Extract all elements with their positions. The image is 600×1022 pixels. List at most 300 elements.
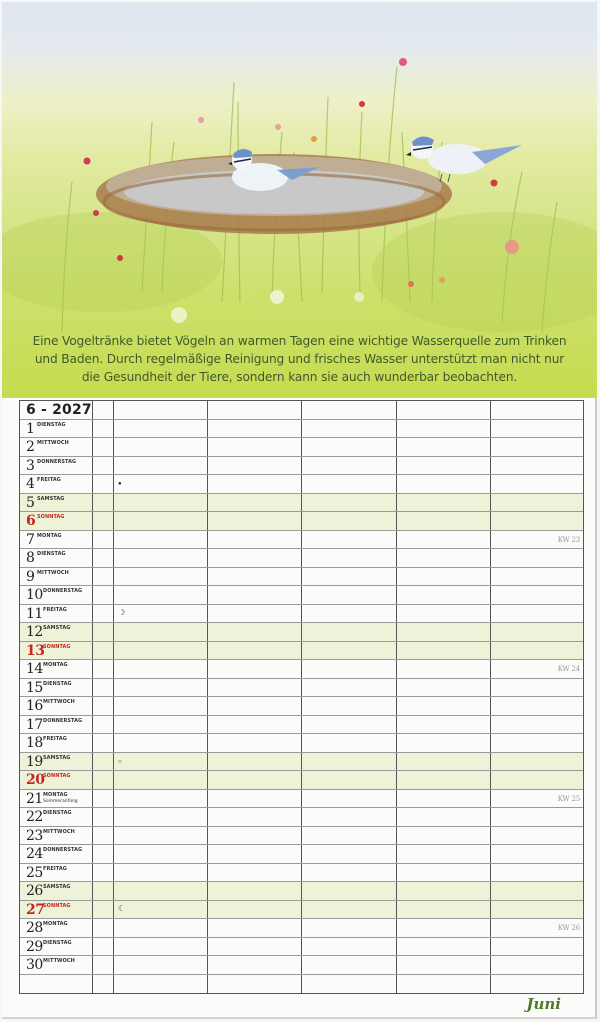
entry-cell[interactable] bbox=[491, 845, 583, 863]
narrow-cell[interactable] bbox=[93, 512, 114, 530]
entry-cell[interactable] bbox=[491, 494, 583, 512]
entry-cell[interactable] bbox=[302, 938, 397, 956]
day-label-cell bbox=[20, 753, 93, 771]
entry-cell[interactable] bbox=[208, 827, 302, 845]
day-name: MITTWOCH bbox=[43, 958, 75, 964]
day-row bbox=[20, 716, 583, 735]
entry-cell[interactable] bbox=[397, 716, 491, 734]
day-number: 24 bbox=[26, 846, 43, 862]
entry-cell[interactable] bbox=[302, 956, 397, 974]
entry-cell[interactable] bbox=[302, 790, 397, 808]
entry-cell[interactable] bbox=[397, 660, 491, 678]
day-number: 26 bbox=[26, 883, 43, 899]
day-name: SAMSTAG bbox=[43, 625, 71, 631]
day-name: MONTAG bbox=[43, 791, 68, 798]
entry-cell[interactable] bbox=[208, 956, 302, 974]
entry-cell[interactable] bbox=[397, 919, 491, 937]
entry-cell[interactable] bbox=[491, 512, 583, 530]
day-row bbox=[20, 771, 583, 790]
watercolor-artwork bbox=[2, 2, 597, 398]
narrow-cell[interactable] bbox=[93, 938, 114, 956]
entry-cell[interactable] bbox=[114, 605, 208, 623]
entry-cell[interactable] bbox=[397, 697, 491, 715]
entry-cell[interactable] bbox=[397, 623, 491, 641]
entry-cell[interactable] bbox=[208, 734, 302, 752]
month-year-cell bbox=[20, 401, 93, 419]
entry-cell[interactable] bbox=[491, 790, 583, 808]
entry-cell[interactable] bbox=[114, 716, 208, 734]
entry-cell[interactable] bbox=[491, 697, 583, 715]
header-cell[interactable] bbox=[114, 401, 208, 419]
day-label-cell bbox=[20, 475, 93, 493]
entry-cell[interactable] bbox=[208, 457, 302, 475]
narrow-cell[interactable] bbox=[93, 549, 114, 567]
entry-cell[interactable] bbox=[114, 790, 208, 808]
day-number: 8 bbox=[26, 550, 35, 566]
entry-cell[interactable] bbox=[114, 660, 208, 678]
entry-cell[interactable] bbox=[397, 956, 491, 974]
day-row bbox=[20, 549, 583, 568]
day-number: 28 bbox=[26, 920, 43, 936]
day-number: 23 bbox=[26, 827, 43, 844]
entry-cell[interactable] bbox=[491, 586, 583, 604]
header-cell[interactable] bbox=[397, 401, 491, 419]
day-name: DIENSTAG bbox=[37, 421, 66, 428]
day-label-cell bbox=[20, 975, 93, 994]
day-label-cell bbox=[20, 438, 93, 456]
day-name: FREITAG bbox=[43, 865, 67, 872]
entry-cell[interactable] bbox=[491, 605, 583, 623]
entry-cell[interactable] bbox=[208, 975, 302, 994]
caption-line: und Baden. Durch regelmäßige Reinigung und frisches Wasser unterstützt man nicht nur bbox=[34, 352, 565, 366]
entry-cell[interactable] bbox=[491, 716, 583, 734]
entry-cell[interactable] bbox=[397, 549, 491, 567]
day-row bbox=[20, 975, 583, 994]
day-row bbox=[20, 901, 583, 920]
day-label-cell bbox=[20, 679, 93, 697]
entry-cell[interactable] bbox=[302, 716, 397, 734]
entry-cell[interactable] bbox=[491, 568, 583, 586]
entry-cell[interactable] bbox=[491, 660, 583, 678]
entry-cell[interactable] bbox=[397, 531, 491, 549]
narrow-cell[interactable] bbox=[93, 975, 114, 994]
day-label-cell bbox=[20, 642, 93, 660]
day-label-cell bbox=[20, 531, 93, 549]
day-number: 27 bbox=[26, 901, 45, 918]
entry-cell[interactable] bbox=[302, 605, 397, 623]
day-row bbox=[20, 586, 583, 605]
day-number: 16 bbox=[26, 698, 43, 714]
entry-cell[interactable] bbox=[302, 623, 397, 641]
narrow-cell[interactable] bbox=[93, 919, 114, 937]
day-row bbox=[20, 438, 583, 457]
entry-cell[interactable] bbox=[491, 938, 583, 956]
entry-cell[interactable] bbox=[491, 882, 583, 900]
day-label-cell bbox=[20, 901, 93, 919]
entry-cell[interactable] bbox=[302, 697, 397, 715]
day-number: 3 bbox=[26, 457, 35, 474]
day-name: SAMSTAG bbox=[37, 495, 65, 502]
entry-cell[interactable] bbox=[397, 642, 491, 660]
entry-cell[interactable] bbox=[302, 864, 397, 882]
entry-cell[interactable] bbox=[491, 919, 583, 937]
month-label: Juni bbox=[526, 995, 561, 1013]
entry-cell[interactable] bbox=[114, 457, 208, 475]
entry-cell[interactable] bbox=[208, 623, 302, 641]
day-number: 4 bbox=[26, 476, 35, 492]
entry-cell[interactable] bbox=[302, 808, 397, 826]
entry-cell[interactable] bbox=[208, 605, 302, 623]
entry-cell[interactable] bbox=[397, 605, 491, 623]
entry-cell[interactable] bbox=[208, 938, 302, 956]
day-name: MONTAG bbox=[43, 662, 68, 668]
moon-phase-icon: ☾ bbox=[118, 903, 126, 913]
entry-cell[interactable] bbox=[114, 753, 208, 771]
day-name: MITTWOCH bbox=[43, 699, 75, 705]
entry-cell[interactable] bbox=[208, 790, 302, 808]
day-row bbox=[20, 956, 583, 975]
entry-cell[interactable] bbox=[208, 512, 302, 530]
narrow-cell[interactable] bbox=[93, 845, 114, 863]
day-label-cell bbox=[20, 494, 93, 512]
day-name: MONTAG bbox=[37, 532, 62, 539]
entry-cell[interactable] bbox=[397, 420, 491, 438]
narrow-cell[interactable] bbox=[93, 753, 114, 771]
narrow-cell[interactable] bbox=[93, 568, 114, 586]
entry-cell[interactable] bbox=[397, 882, 491, 900]
entry-cell[interactable] bbox=[114, 975, 208, 994]
narrow-cell[interactable] bbox=[93, 716, 114, 734]
entry-cell[interactable] bbox=[397, 901, 491, 919]
entry-cell[interactable] bbox=[208, 697, 302, 715]
day-name: DONNERSTAG bbox=[43, 717, 83, 724]
entry-cell[interactable] bbox=[491, 864, 583, 882]
day-label-cell bbox=[20, 549, 93, 567]
narrow-cell[interactable] bbox=[93, 531, 114, 549]
moon-phase-icon: ○ bbox=[118, 758, 122, 765]
entry-cell[interactable] bbox=[208, 568, 302, 586]
entry-cell[interactable] bbox=[114, 679, 208, 697]
day-number: 22 bbox=[26, 809, 43, 825]
day-name: MITTWOCH bbox=[43, 828, 75, 835]
day-label-cell bbox=[20, 623, 93, 641]
day-label-cell bbox=[20, 808, 93, 826]
day-name: SONNTAG bbox=[43, 902, 71, 909]
day-number: 6 bbox=[26, 513, 36, 529]
entry-cell[interactable] bbox=[114, 494, 208, 512]
narrow-cell[interactable] bbox=[93, 605, 114, 623]
day-number: 20 bbox=[26, 772, 45, 788]
entry-cell[interactable] bbox=[114, 568, 208, 586]
entry-cell[interactable] bbox=[302, 642, 397, 660]
day-number: 11 bbox=[26, 605, 43, 622]
entry-cell[interactable] bbox=[208, 771, 302, 789]
day-label-cell bbox=[20, 605, 93, 623]
entry-cell[interactable] bbox=[397, 771, 491, 789]
narrow-cell[interactable] bbox=[93, 734, 114, 752]
narrow-cell[interactable] bbox=[93, 864, 114, 882]
entry-cell[interactable] bbox=[397, 586, 491, 604]
month-year-label: 6 - 2027 bbox=[26, 402, 92, 418]
entry-cell[interactable] bbox=[114, 938, 208, 956]
entry-cell[interactable] bbox=[302, 475, 397, 493]
entry-cell[interactable] bbox=[302, 901, 397, 919]
entry-cell[interactable] bbox=[302, 586, 397, 604]
narrow-cell[interactable] bbox=[93, 697, 114, 715]
entry-cell[interactable] bbox=[397, 734, 491, 752]
entry-cell[interactable] bbox=[208, 586, 302, 604]
day-number: 10 bbox=[26, 587, 43, 603]
narrow-cell[interactable] bbox=[93, 827, 114, 845]
day-number: 17 bbox=[26, 716, 43, 733]
entry-cell[interactable] bbox=[491, 956, 583, 974]
entry-cell[interactable] bbox=[397, 475, 491, 493]
entry-cell[interactable] bbox=[397, 679, 491, 697]
day-label-cell bbox=[20, 790, 93, 808]
header-cell[interactable] bbox=[208, 401, 302, 419]
entry-cell[interactable] bbox=[302, 457, 397, 475]
day-name: DIENSTAG bbox=[37, 551, 66, 557]
week-number: KW 23 bbox=[557, 535, 580, 544]
entry-cell[interactable] bbox=[208, 438, 302, 456]
entry-cell[interactable] bbox=[302, 753, 397, 771]
day-number: 13 bbox=[26, 642, 45, 659]
entry-cell[interactable] bbox=[302, 531, 397, 549]
header-cell[interactable] bbox=[491, 401, 583, 419]
day-row bbox=[20, 531, 583, 550]
entry-cell[interactable] bbox=[397, 753, 491, 771]
day-name: DIENSTAG bbox=[43, 680, 72, 687]
day-label-cell bbox=[20, 716, 93, 734]
day-row bbox=[20, 938, 583, 957]
entry-cell[interactable] bbox=[491, 438, 583, 456]
day-number: 2 bbox=[26, 439, 35, 455]
entry-cell[interactable] bbox=[208, 475, 302, 493]
entry-cell[interactable] bbox=[114, 771, 208, 789]
day-label-cell bbox=[20, 864, 93, 882]
day-number: 9 bbox=[26, 568, 35, 585]
entry-cell[interactable] bbox=[114, 475, 208, 493]
entry-cell[interactable] bbox=[114, 882, 208, 900]
entry-cell[interactable] bbox=[208, 642, 302, 660]
entry-cell[interactable] bbox=[302, 771, 397, 789]
day-row bbox=[20, 512, 583, 531]
entry-cell[interactable] bbox=[491, 623, 583, 641]
day-label-cell bbox=[20, 512, 93, 530]
narrow-cell[interactable] bbox=[93, 808, 114, 826]
entry-cell[interactable] bbox=[491, 549, 583, 567]
day-label-cell bbox=[20, 827, 93, 845]
day-row bbox=[20, 568, 583, 587]
narrow-cell[interactable] bbox=[93, 660, 114, 678]
day-number: 18 bbox=[26, 735, 43, 751]
day-label-cell bbox=[20, 919, 93, 937]
day-name: DIENSTAG bbox=[43, 939, 72, 946]
narrow-cell[interactable] bbox=[93, 790, 114, 808]
day-row bbox=[20, 642, 583, 661]
entry-cell[interactable] bbox=[208, 919, 302, 937]
entry-cell[interactable] bbox=[208, 549, 302, 567]
entry-cell[interactable] bbox=[491, 827, 583, 845]
entry-cell[interactable] bbox=[302, 845, 397, 863]
week-number: KW 25 bbox=[557, 794, 580, 803]
entry-cell[interactable] bbox=[114, 420, 208, 438]
entry-cell[interactable] bbox=[397, 438, 491, 456]
day-name: DONNERSTAG bbox=[37, 458, 77, 465]
entry-cell[interactable] bbox=[397, 845, 491, 863]
narrow-cell[interactable] bbox=[93, 771, 114, 789]
entry-cell[interactable] bbox=[114, 956, 208, 974]
day-row bbox=[20, 679, 583, 698]
day-row bbox=[20, 827, 583, 846]
entry-cell[interactable] bbox=[397, 975, 491, 994]
week-number: KW 24 bbox=[557, 665, 580, 673]
entry-cell[interactable] bbox=[397, 827, 491, 845]
entry-cell[interactable] bbox=[114, 845, 208, 863]
entry-cell[interactable] bbox=[491, 457, 583, 475]
entry-cell[interactable] bbox=[114, 586, 208, 604]
entry-cell[interactable] bbox=[491, 475, 583, 493]
header-row bbox=[20, 401, 583, 420]
narrow-cell[interactable] bbox=[93, 623, 114, 641]
entry-cell[interactable] bbox=[491, 531, 583, 549]
header-cell[interactable] bbox=[302, 401, 397, 419]
day-number: 21 bbox=[26, 790, 43, 807]
entry-cell[interactable] bbox=[302, 734, 397, 752]
day-name: SONNTAG bbox=[43, 773, 71, 779]
caption-line: die Gesundheit der Tiere, sondern kann sie auch wunderbar beobachten. bbox=[81, 370, 518, 384]
narrow-cell[interactable] bbox=[93, 494, 114, 512]
narrow-cell[interactable] bbox=[93, 882, 114, 900]
narrow-cell[interactable] bbox=[93, 420, 114, 438]
entry-cell[interactable] bbox=[302, 438, 397, 456]
entry-cell[interactable] bbox=[302, 494, 397, 512]
entry-cell[interactable] bbox=[208, 531, 302, 549]
day-label-cell bbox=[20, 420, 93, 438]
narrow-cell[interactable] bbox=[93, 438, 114, 456]
entry-cell[interactable] bbox=[302, 919, 397, 937]
day-name: SONNTAG bbox=[37, 514, 65, 520]
day-number: 12 bbox=[26, 624, 43, 640]
entry-cell[interactable] bbox=[491, 808, 583, 826]
entry-cell[interactable] bbox=[208, 901, 302, 919]
entry-cell[interactable] bbox=[114, 901, 208, 919]
header-cell bbox=[93, 401, 114, 419]
day-number: 25 bbox=[26, 864, 43, 881]
day-row bbox=[20, 845, 583, 864]
entry-cell[interactable] bbox=[208, 845, 302, 863]
entry-cell[interactable] bbox=[302, 660, 397, 678]
entry-cell[interactable] bbox=[302, 568, 397, 586]
entry-cell[interactable] bbox=[302, 827, 397, 845]
entry-cell[interactable] bbox=[397, 568, 491, 586]
day-row bbox=[20, 605, 583, 624]
day-label-cell bbox=[20, 938, 93, 956]
narrow-cell[interactable] bbox=[93, 475, 114, 493]
narrow-cell[interactable] bbox=[93, 586, 114, 604]
entry-cell[interactable] bbox=[208, 753, 302, 771]
entry-cell[interactable] bbox=[397, 494, 491, 512]
entry-cell[interactable] bbox=[397, 512, 491, 530]
entry-cell[interactable] bbox=[114, 438, 208, 456]
narrow-cell[interactable] bbox=[93, 956, 114, 974]
day-name: DONNERSTAG bbox=[43, 588, 83, 594]
entry-cell[interactable] bbox=[302, 882, 397, 900]
entry-cell[interactable] bbox=[208, 660, 302, 678]
entry-cell[interactable] bbox=[114, 697, 208, 715]
day-name: FREITAG bbox=[43, 736, 67, 742]
entry-cell[interactable] bbox=[491, 753, 583, 771]
entry-cell[interactable] bbox=[397, 864, 491, 882]
entry-cell[interactable] bbox=[302, 679, 397, 697]
entry-cell[interactable] bbox=[114, 642, 208, 660]
entry-cell[interactable] bbox=[302, 549, 397, 567]
entry-cell[interactable] bbox=[208, 716, 302, 734]
entry-cell[interactable] bbox=[114, 864, 208, 882]
day-number: 7 bbox=[26, 531, 35, 548]
entry-cell[interactable] bbox=[114, 919, 208, 937]
day-number: 30 bbox=[26, 957, 43, 973]
entry-cell[interactable] bbox=[114, 623, 208, 641]
entry-cell[interactable] bbox=[302, 975, 397, 994]
entry-cell[interactable] bbox=[208, 679, 302, 697]
entry-cell[interactable] bbox=[208, 494, 302, 512]
entry-cell[interactable] bbox=[114, 808, 208, 826]
entry-cell[interactable] bbox=[491, 642, 583, 660]
entry-cell[interactable] bbox=[208, 420, 302, 438]
entry-cell[interactable] bbox=[208, 808, 302, 826]
narrow-cell[interactable] bbox=[93, 679, 114, 697]
day-number: 5 bbox=[26, 494, 35, 511]
entry-cell[interactable] bbox=[491, 679, 583, 697]
day-label-cell bbox=[20, 956, 93, 974]
narrow-cell[interactable] bbox=[93, 901, 114, 919]
entry-cell[interactable] bbox=[491, 975, 583, 994]
entry-cell[interactable] bbox=[302, 420, 397, 438]
entry-cell[interactable] bbox=[397, 808, 491, 826]
day-row bbox=[20, 864, 583, 883]
entry-cell[interactable] bbox=[491, 771, 583, 789]
entry-cell[interactable] bbox=[114, 827, 208, 845]
day-label-cell bbox=[20, 882, 93, 900]
entry-cell[interactable] bbox=[302, 512, 397, 530]
entry-cell[interactable] bbox=[491, 420, 583, 438]
day-row bbox=[20, 734, 583, 753]
entry-cell[interactable] bbox=[208, 882, 302, 900]
day-row bbox=[20, 623, 583, 642]
day-number: 29 bbox=[26, 938, 43, 955]
entry-cell[interactable] bbox=[491, 901, 583, 919]
entry-cell[interactable] bbox=[114, 549, 208, 567]
entry-cell[interactable] bbox=[114, 512, 208, 530]
day-number: 19 bbox=[26, 753, 43, 770]
day-label-cell bbox=[20, 568, 93, 586]
day-row bbox=[20, 753, 583, 772]
narrow-cell[interactable] bbox=[93, 457, 114, 475]
day-row bbox=[20, 697, 583, 716]
entry-cell[interactable] bbox=[208, 864, 302, 882]
holiday-note: Sommeranfang bbox=[43, 798, 78, 804]
entry-cell[interactable] bbox=[397, 938, 491, 956]
entry-cell[interactable] bbox=[114, 531, 208, 549]
day-name: MONTAG bbox=[43, 921, 68, 927]
entry-cell[interactable] bbox=[491, 734, 583, 752]
entry-cell[interactable] bbox=[397, 457, 491, 475]
day-name: SAMSTAG bbox=[43, 884, 71, 890]
entry-cell[interactable] bbox=[114, 734, 208, 752]
entry-cell[interactable] bbox=[397, 790, 491, 808]
narrow-cell[interactable] bbox=[93, 642, 114, 660]
